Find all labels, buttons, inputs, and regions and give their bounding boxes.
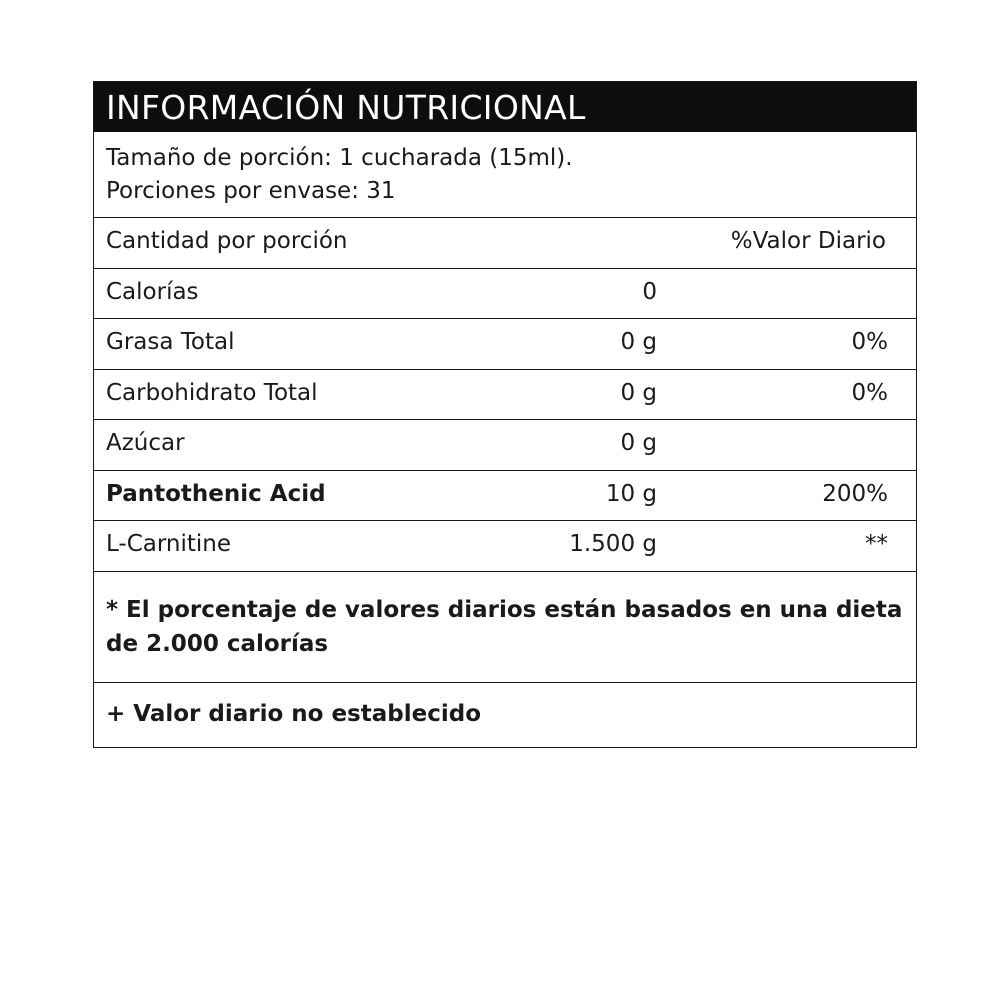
nutrient-daily-value: 0%	[851, 379, 888, 406]
nutrient-amount: 0	[642, 278, 657, 305]
nutrient-daily-value: 200%	[822, 480, 888, 507]
nutrient-daily-value: **	[865, 531, 888, 557]
nutrient-name: L-Carnitine	[106, 531, 232, 557]
nutrient-name: Pantothenic Acid	[106, 480, 326, 507]
nutrient-row-total-fat	[94, 319, 916, 370]
amount-per-serving-header: Cantidad por porción	[106, 228, 348, 254]
nutrient-row-calories	[94, 269, 916, 320]
nutrient-row-pantothenic-acid	[94, 471, 916, 522]
nutrient-name: Grasa Total	[106, 329, 235, 355]
nutrient-amount: 0 g	[620, 329, 657, 355]
not-established-footnote: + Valor diario no establecido	[106, 700, 481, 727]
nutrient-row-l-carnitine	[94, 521, 916, 572]
servings-per-container: Porciones por envase: 31	[106, 178, 396, 204]
serving-size: Tamaño de porción: 1 cucharada (15ml).	[106, 145, 573, 171]
nutrient-amount: 1.500 g	[569, 531, 657, 557]
serving-info	[94, 132, 916, 218]
nutrient-amount: 10 g	[605, 480, 657, 507]
column-header-row	[94, 218, 916, 269]
label-title: INFORMACIÓN NUTRICIONAL	[94, 82, 916, 132]
nutrient-daily-value: 0%	[851, 329, 888, 355]
nutrient-row-total-carbohydrate	[94, 370, 916, 421]
nutrient-amount: 0 g	[620, 430, 657, 456]
nutrient-name: Calorías	[106, 278, 199, 305]
nutrient-row-sugar	[94, 420, 916, 471]
daily-value-footnote: * El porcentaje de valores diarios están basados en una dieta de 2.000 calorías	[94, 572, 916, 683]
nutrition-facts-label	[93, 81, 917, 748]
nutrient-name: Carbohidrato Total	[106, 379, 318, 406]
nutrient-amount: 0 g	[620, 379, 657, 406]
nutrient-name: Azúcar	[106, 430, 185, 456]
daily-value-header: %Valor Diario	[730, 228, 886, 254]
